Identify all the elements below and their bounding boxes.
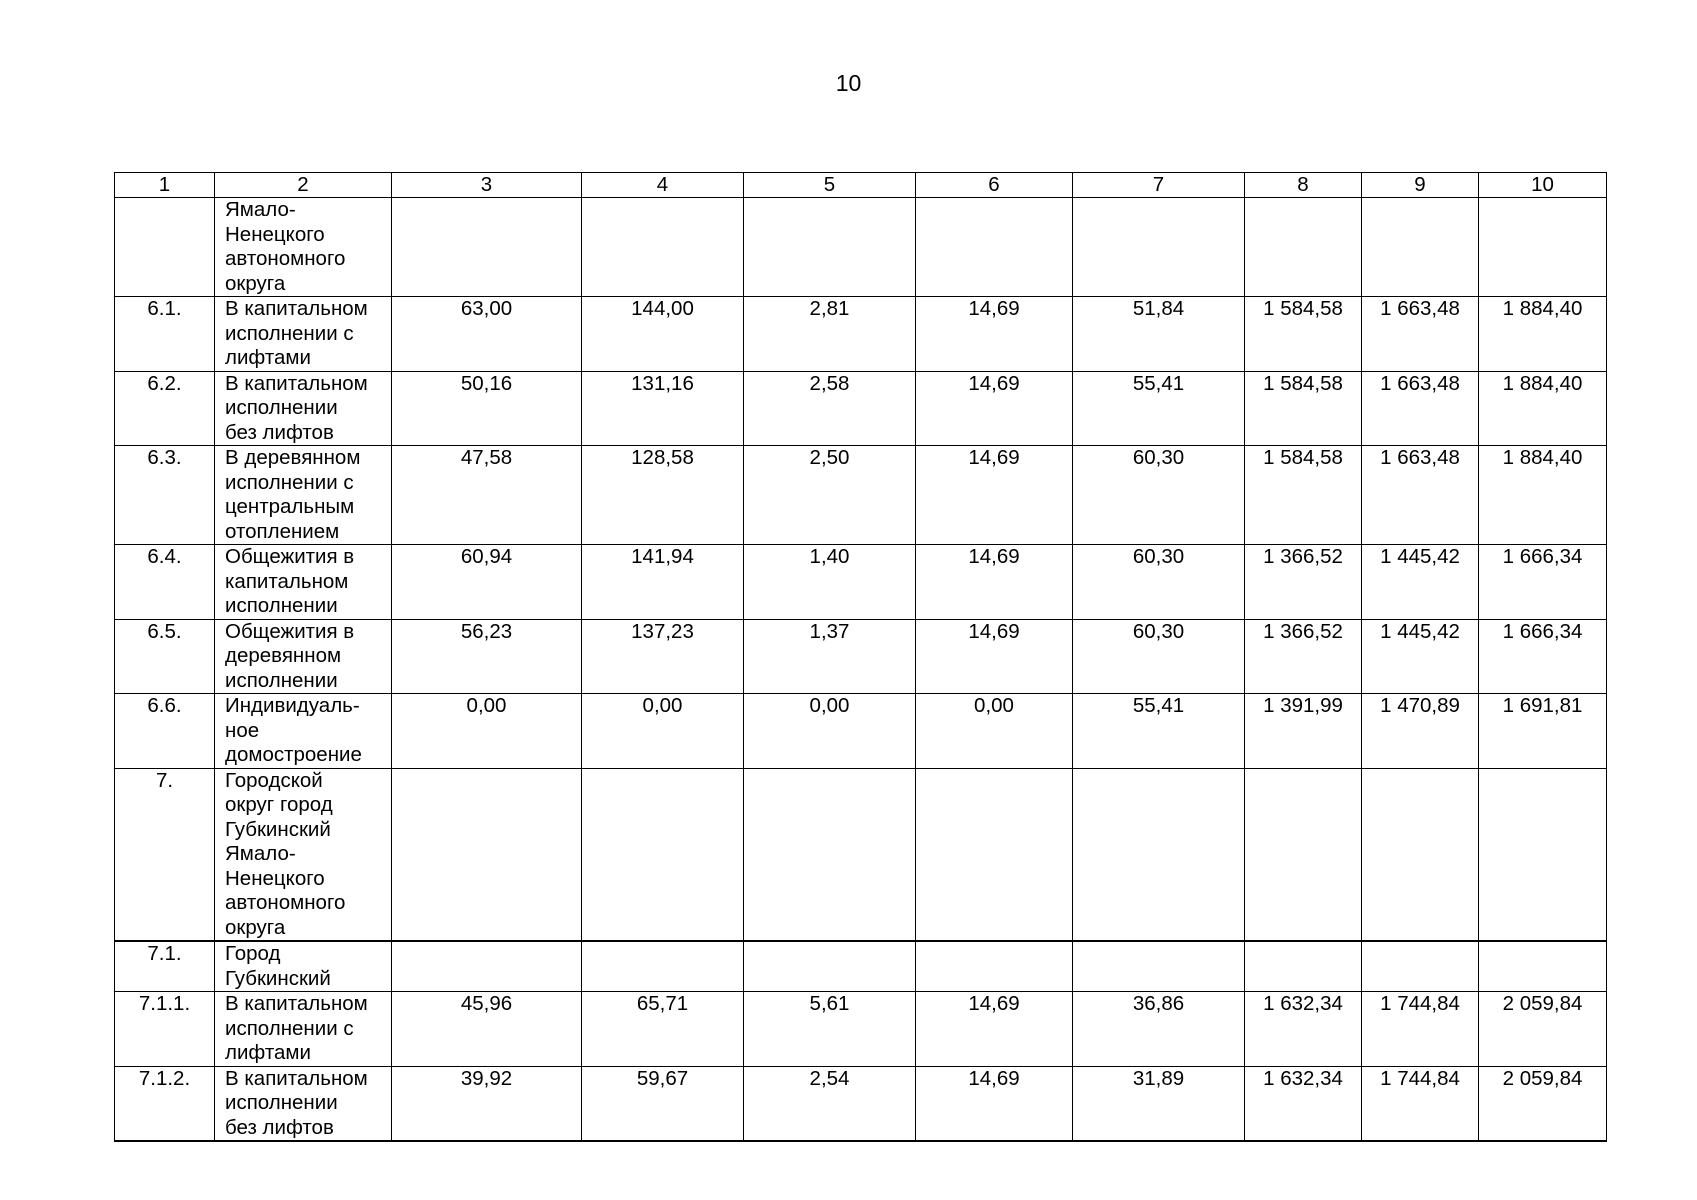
- value-cell: [1073, 941, 1245, 992]
- row-name-cell: [215, 446, 392, 545]
- row-name-line: Индивидуаль-: [225, 694, 360, 717]
- value-cell: 1 663,48: [1362, 446, 1479, 545]
- table-row: [115, 198, 1607, 297]
- row-name-line: Ненецкого: [225, 222, 325, 246]
- value-cell: 55,41: [1073, 694, 1245, 769]
- value-cell: 2 059,84: [1479, 992, 1607, 1067]
- value-cell: 14,69: [916, 992, 1073, 1067]
- value-cell: [744, 198, 916, 297]
- row-name-line: Ямало-: [225, 198, 296, 221]
- value-cell: [392, 768, 582, 941]
- row-name-line: лифтами: [225, 1041, 311, 1064]
- value-cell: [1362, 768, 1479, 941]
- header-cell: 5: [744, 173, 916, 198]
- value-cell: 2 059,84: [1479, 1066, 1607, 1141]
- value-cell: 65,71: [582, 992, 744, 1067]
- row-name-line: лифтами: [225, 346, 311, 369]
- page-number: 10: [835, 70, 862, 96]
- row-name-line: исполнении с: [225, 321, 354, 345]
- value-cell: 0,00: [582, 694, 744, 769]
- row-number-cell: 6.3.: [115, 446, 215, 545]
- header-cell: 1: [115, 173, 215, 198]
- value-cell: 14,69: [916, 297, 1073, 372]
- tariff-table: [114, 172, 1607, 1142]
- value-cell: [582, 198, 744, 297]
- value-cell: [392, 941, 582, 992]
- value-cell: 1 470,89: [1362, 694, 1479, 769]
- value-cell: 1 666,34: [1479, 545, 1607, 620]
- row-name-line: капитальном: [225, 569, 349, 593]
- value-cell: 1 366,52: [1245, 619, 1362, 694]
- value-cell: 1 663,48: [1362, 371, 1479, 446]
- value-cell: [1245, 768, 1362, 941]
- row-name-cell: [215, 619, 392, 694]
- value-cell: [744, 941, 916, 992]
- row-name-cell: [215, 768, 392, 941]
- row-name-line: В капитальном: [225, 371, 368, 395]
- row-name-line: исполнении: [225, 396, 338, 419]
- row-name-line: исполнении: [225, 668, 338, 692]
- value-cell: 137,23: [582, 619, 744, 694]
- header-cell: 4: [582, 173, 744, 198]
- value-cell: 55,41: [1073, 371, 1245, 446]
- row-number-cell: 6.2.: [115, 371, 215, 446]
- row-name-cell: [215, 545, 392, 620]
- value-cell: 1 632,34: [1245, 1066, 1362, 1141]
- row-number-cell: [115, 198, 215, 297]
- table-row: [115, 992, 1607, 1067]
- value-cell: 0,00: [744, 694, 916, 769]
- table-row: [115, 1066, 1607, 1141]
- value-cell: 1 744,84: [1362, 992, 1479, 1067]
- table-row: [115, 768, 1607, 941]
- row-name-line: ное: [225, 718, 260, 742]
- row-name-line: исполнении с: [225, 470, 354, 494]
- table-row: [115, 545, 1607, 620]
- row-name-line: Ненецкого: [225, 866, 325, 890]
- table-row: [115, 694, 1607, 769]
- row-name-cell: [215, 297, 392, 372]
- row-name-line: Общежития в: [225, 545, 355, 568]
- row-name-cell: [215, 694, 392, 769]
- value-cell: 45,96: [392, 992, 582, 1067]
- value-cell: 0,00: [916, 694, 1073, 769]
- value-cell: [1245, 198, 1362, 297]
- value-cell: 1 663,48: [1362, 297, 1479, 372]
- value-cell: [582, 768, 744, 941]
- value-cell: 63,00: [392, 297, 582, 372]
- row-number-cell: 6.5.: [115, 619, 215, 694]
- row-name-line: отоплением: [225, 519, 340, 543]
- value-cell: 14,69: [916, 619, 1073, 694]
- value-cell: 1 884,40: [1479, 297, 1607, 372]
- value-cell: 144,00: [582, 297, 744, 372]
- row-number-cell: 7.1.1.: [115, 992, 215, 1067]
- value-cell: 1 366,52: [1245, 545, 1362, 620]
- value-cell: 60,30: [1073, 545, 1245, 620]
- value-cell: 131,16: [582, 371, 744, 446]
- value-cell: [1245, 941, 1362, 992]
- value-cell: 0,00: [392, 694, 582, 769]
- table-row: [115, 446, 1607, 545]
- value-cell: 2,50: [744, 446, 916, 545]
- value-cell: [1479, 941, 1607, 992]
- row-name-line: автономного: [225, 247, 346, 270]
- value-cell: 39,92: [392, 1066, 582, 1141]
- table-row: [115, 941, 1607, 992]
- value-cell: 141,94: [582, 545, 744, 620]
- row-name-cell: [215, 1066, 392, 1141]
- value-cell: 2,81: [744, 297, 916, 372]
- value-cell: 1 445,42: [1362, 545, 1479, 620]
- row-name-line: округа: [225, 271, 286, 295]
- row-name-line: Город: [225, 942, 281, 965]
- value-cell: 1 691,81: [1479, 694, 1607, 769]
- header-cell: 10: [1479, 173, 1607, 198]
- value-cell: 5,61: [744, 992, 916, 1067]
- row-name-line: округ город: [225, 793, 333, 816]
- value-cell: 1 666,34: [1479, 619, 1607, 694]
- value-cell: 47,58: [392, 446, 582, 545]
- value-cell: [916, 768, 1073, 941]
- value-cell: 1 391,99: [1245, 694, 1362, 769]
- row-number-cell: 7.: [115, 768, 215, 941]
- value-cell: 2,58: [744, 371, 916, 446]
- value-cell: 1,40: [744, 545, 916, 620]
- value-cell: [582, 941, 744, 992]
- row-number-cell: 6.6.: [115, 694, 215, 769]
- row-name-cell: [215, 198, 392, 297]
- row-number-cell: 6.4.: [115, 545, 215, 620]
- header-cell: 8: [1245, 173, 1362, 198]
- value-cell: 1 584,58: [1245, 446, 1362, 545]
- row-name-cell: [215, 992, 392, 1067]
- table-row: [115, 619, 1607, 694]
- value-cell: [1073, 198, 1245, 297]
- value-cell: 1 445,42: [1362, 619, 1479, 694]
- value-cell: [1362, 198, 1479, 297]
- header-cell: 2: [215, 173, 392, 198]
- header-cell: 9: [1362, 173, 1479, 198]
- value-cell: 51,84: [1073, 297, 1245, 372]
- row-name-line: В капитальном: [225, 1066, 368, 1090]
- row-number-cell: 7.1.2.: [115, 1066, 215, 1141]
- row-name-line: Городской: [225, 768, 323, 792]
- table-header-row: [115, 173, 1607, 198]
- value-cell: [1073, 768, 1245, 941]
- table-row: [115, 297, 1607, 372]
- value-cell: [1362, 941, 1479, 992]
- value-cell: 59,67: [582, 1066, 744, 1141]
- row-name-line: Общежития в: [225, 619, 355, 643]
- header-cell: 7: [1073, 173, 1245, 198]
- value-cell: 56,23: [392, 619, 582, 694]
- row-name-line: без лифтов: [225, 420, 334, 444]
- row-number-cell: 7.1.: [115, 941, 215, 992]
- value-cell: [392, 198, 582, 297]
- row-name-line: В капитальном: [225, 992, 368, 1015]
- value-cell: 14,69: [916, 1066, 1073, 1141]
- row-name-line: В капитальном: [225, 297, 368, 320]
- row-name-line: Губкинский: [225, 966, 331, 990]
- row-name-line: округа: [225, 915, 286, 939]
- value-cell: 2,54: [744, 1066, 916, 1141]
- value-cell: [744, 768, 916, 941]
- row-name-line: исполнении: [225, 594, 338, 617]
- value-cell: 31,89: [1073, 1066, 1245, 1141]
- header-cell: 3: [392, 173, 582, 198]
- value-cell: 60,30: [1073, 619, 1245, 694]
- value-cell: [916, 198, 1073, 297]
- row-number-cell: 6.1.: [115, 297, 215, 372]
- table-row: [115, 371, 1607, 446]
- value-cell: [916, 941, 1073, 992]
- row-name-line: без лифтов: [225, 1115, 334, 1139]
- row-name-cell: [215, 371, 392, 446]
- row-name-line: В деревянном: [225, 446, 361, 469]
- row-name-line: домостроение: [225, 743, 362, 766]
- row-name-cell: [215, 941, 392, 992]
- value-cell: 1 584,58: [1245, 297, 1362, 372]
- row-name-line: центральным: [225, 495, 355, 518]
- value-cell: 1 884,40: [1479, 371, 1607, 446]
- value-cell: 14,69: [916, 545, 1073, 620]
- value-cell: [1479, 198, 1607, 297]
- value-cell: 60,30: [1073, 446, 1245, 545]
- row-name-line: Ямало-: [225, 842, 296, 865]
- value-cell: 1 632,34: [1245, 992, 1362, 1067]
- value-cell: 14,69: [916, 371, 1073, 446]
- row-name-line: деревянном: [225, 644, 342, 667]
- value-cell: 1 884,40: [1479, 446, 1607, 545]
- row-name-line: Губкинский: [225, 817, 331, 841]
- row-name-line: автономного: [225, 891, 346, 914]
- value-cell: 14,69: [916, 446, 1073, 545]
- value-cell: [1479, 768, 1607, 941]
- row-name-line: исполнении с: [225, 1016, 354, 1040]
- value-cell: 1 744,84: [1362, 1066, 1479, 1141]
- value-cell: 1 584,58: [1245, 371, 1362, 446]
- value-cell: 128,58: [582, 446, 744, 545]
- value-cell: 50,16: [392, 371, 582, 446]
- row-name-line: исполнении: [225, 1091, 338, 1114]
- value-cell: 36,86: [1073, 992, 1245, 1067]
- header-cell: 6: [916, 173, 1073, 198]
- value-cell: 60,94: [392, 545, 582, 620]
- value-cell: 1,37: [744, 619, 916, 694]
